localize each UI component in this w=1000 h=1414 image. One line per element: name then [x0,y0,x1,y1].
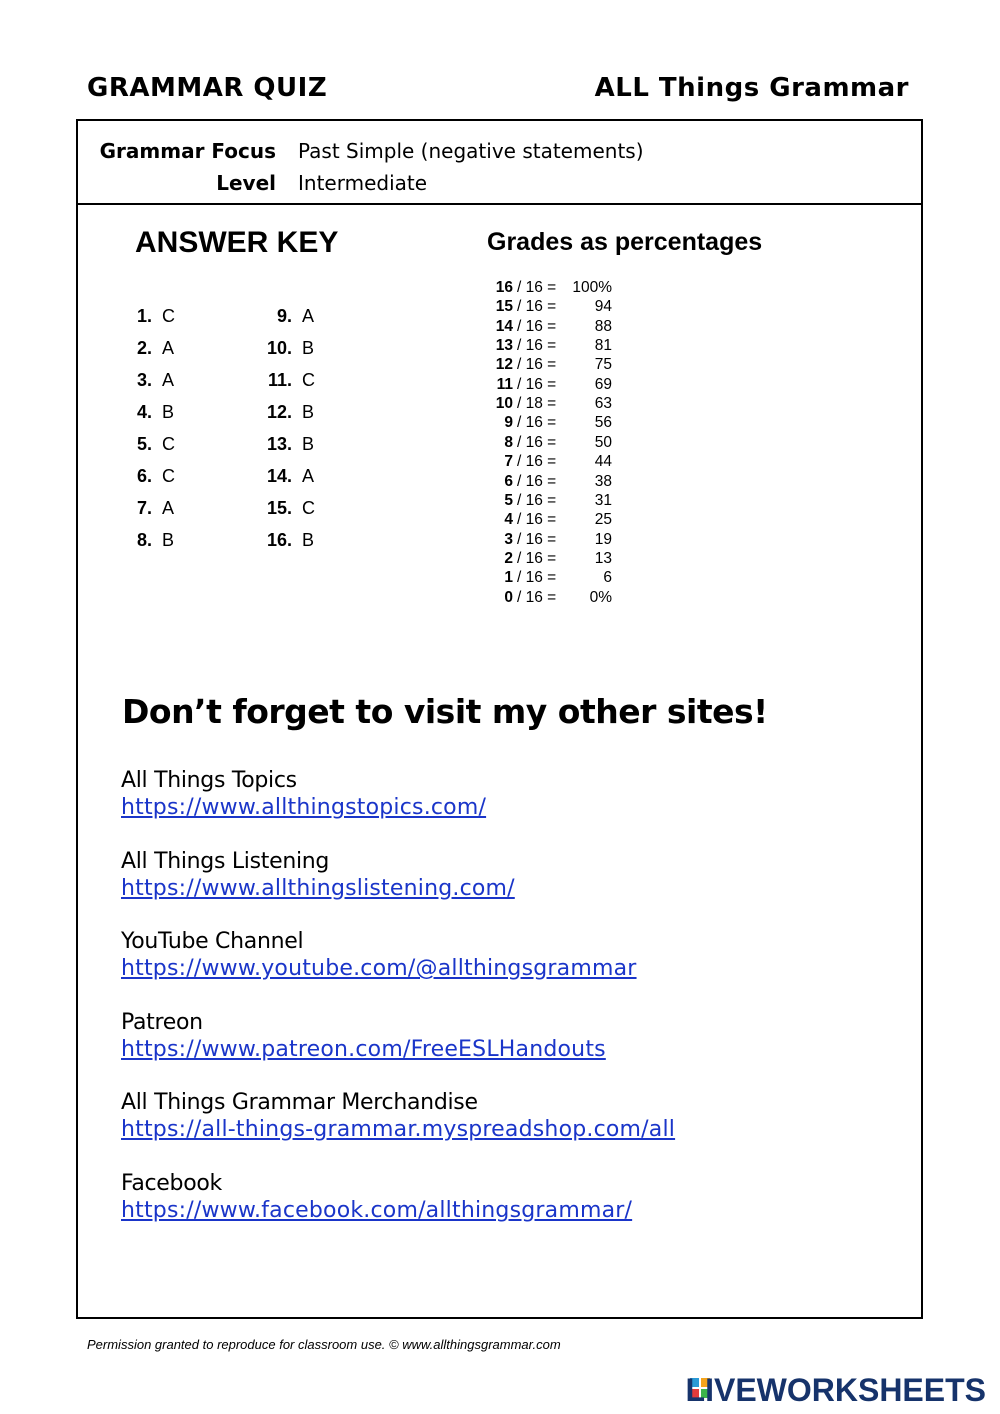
grade-percent: 81 [594,337,612,355]
answer-letter: B [302,434,315,454]
grade-total: / 16 = [517,356,557,374]
answer-item [112,498,175,520]
grade-percent: 88 [594,317,612,335]
grade-row [452,414,622,433]
answer-letter: C [162,434,175,454]
grade-percent: 44 [594,453,612,471]
answer-letter: A [162,338,175,358]
answer-item [112,530,175,552]
grade-score: 1 [504,569,513,587]
grade-total: / 16 = [517,433,557,451]
grade-score: 12 [495,356,513,374]
grade-score: 3 [504,530,513,548]
site-name: All Things Listening [121,848,330,874]
grade-score: 9 [504,414,513,432]
answer-number: 3. [136,370,152,390]
quiz-title: GRAMMAR QUIZ [87,73,328,103]
answer-number: 15. [266,498,292,518]
grades-title: Grades as percentages [487,228,763,256]
grade-score: 0 [504,588,513,606]
answer-letter: B [302,338,315,358]
grade-percent: 100% [572,279,612,296]
answer-item [112,402,175,424]
answer-item [112,434,175,456]
grade-row [452,511,622,530]
level-label: Level [216,171,276,195]
grammar-focus-value: Past Simple (negative statements) [298,139,644,163]
answer-letter: B [302,402,315,422]
grade-percent: 25 [594,511,612,529]
grade-total: / 16 = [517,569,557,587]
site-name: All Things Grammar Merchandise [121,1090,478,1116]
answer-number: 9. [276,306,292,326]
liveworksheets-brand[interactable]: LIVEWORKSHEETS [685,1372,986,1408]
grade-total: / 16 = [517,530,557,548]
answer-letter: A [302,306,315,326]
grammar-focus-label: Grammar Focus [99,139,276,163]
grade-score: 10 [495,395,513,413]
answer-letter: B [302,530,315,550]
answer-number: 2. [136,338,152,358]
answer-number: 6. [136,466,152,486]
answer-item [252,370,315,392]
answer-item [112,306,175,328]
answer-number: 1. [136,306,152,326]
grade-percent: 0% [589,588,612,606]
grade-row [452,337,622,356]
site-name: Facebook [121,1171,222,1196]
grade-total: / 16 = [517,317,557,335]
site-link[interactable]: https://www.allthingslistening.com/ [121,875,515,901]
answer-item [252,306,315,328]
answer-number: 10. [266,338,292,358]
grade-total: / 16 = [517,414,557,432]
grade-percent: 38 [594,472,612,490]
answer-item [252,402,315,424]
answer-item [112,338,175,360]
grade-score: 7 [504,453,513,471]
answer-item [252,466,315,488]
grade-row [452,550,622,569]
grade-total: / 16 = [517,298,557,316]
answer-item [112,466,175,488]
grade-total: / 18 = [517,395,557,413]
answer-number: 4. [136,402,152,422]
grade-score: 15 [495,298,513,316]
grade-percent: 19 [594,530,612,548]
grade-percent: 56 [594,414,612,432]
grade-total: / 16 = [517,511,557,529]
grade-score: 11 [496,375,513,393]
answer-number: 7. [136,498,152,518]
grade-score: 16 [495,279,513,296]
answer-letter: A [302,466,315,486]
permission-footer: Permission granted to reproduce for classroom use. © www.allthingsgrammar.com [87,1337,561,1352]
answer-number: 5. [136,434,152,454]
answer-letter: C [162,306,175,326]
grade-total: / 16 = [517,491,557,509]
grade-percent: 50 [594,433,612,451]
grade-row [452,589,622,608]
brand-title: ALL Things Grammar [594,73,909,103]
answer-item [112,370,175,392]
grade-total: / 16 = [517,337,557,355]
grade-score: 6 [504,472,513,490]
grade-total: / 16 = [517,588,557,606]
answer-letter: C [162,466,175,486]
grade-row [452,318,622,337]
site-name: YouTube Channel [121,929,304,955]
grade-score: 2 [504,549,513,567]
grade-row [452,473,622,492]
answer-item [252,498,315,520]
site-name: All Things Topics [121,768,297,793]
site-link[interactable]: https://www.patreon.com/FreeESLHandouts [121,1036,606,1062]
grade-row [452,279,622,298]
grade-score: 8 [504,433,513,451]
answer-item [252,434,315,456]
answer-number: 8. [136,530,152,550]
grade-score: 4 [504,511,513,529]
answer-letter: B [162,402,175,422]
grade-percent: 69 [594,375,612,393]
answer-letter: C [302,370,315,390]
grade-percent: 13 [594,549,612,567]
site-link[interactable]: https://www.allthingstopics.com/ [121,795,487,820]
site-link[interactable]: https://all-things-grammar.myspreadshop.com/all [121,1117,676,1143]
answer-number: 11. [267,370,292,390]
grade-total: / 16 = [517,375,557,393]
grade-row [452,298,622,317]
grade-row [452,395,622,414]
grade-score: 14 [495,317,513,335]
answer-number: 16. [266,530,292,550]
grade-percent: 94 [594,298,612,316]
grade-row [452,531,622,550]
grade-row [452,356,622,375]
grade-row [452,434,622,453]
answer-item [252,338,315,360]
grade-percent: 6 [603,569,612,587]
answer-number: 14. [266,466,292,486]
grade-score: 13 [495,337,513,355]
site-name: Patreon [121,1009,203,1035]
grade-percent: 31 [594,491,612,509]
info-box [78,121,921,205]
grade-row [452,569,622,588]
promo-title: Don’t forget to visit my other sites! [122,692,768,731]
answer-number: 13. [266,434,292,454]
site-link[interactable]: https://www.youtube.com/@allthingsgrammar [121,956,637,982]
answer-letter: A [162,370,175,390]
grade-percent: 63 [594,395,612,413]
answer-letter: B [162,530,175,550]
grade-percent: 75 [594,356,612,374]
level-value: Intermediate [298,171,428,195]
grade-total: / 16 = [517,279,557,296]
grade-total: / 16 = [517,453,557,471]
answer-number: 12. [266,402,292,422]
answer-letter: A [162,498,175,518]
grade-score: 5 [504,491,513,509]
grade-row [452,453,622,472]
grade-row [452,376,622,395]
grade-total: / 16 = [517,472,557,490]
answer-key-title: ANSWER KEY [135,226,339,259]
grade-row [452,492,622,511]
answer-item [252,530,315,552]
grade-total: / 16 = [517,549,557,567]
answer-letter: C [302,498,315,518]
site-link[interactable]: https://www.facebook.com/allthingsgrammar/ [121,1198,633,1223]
